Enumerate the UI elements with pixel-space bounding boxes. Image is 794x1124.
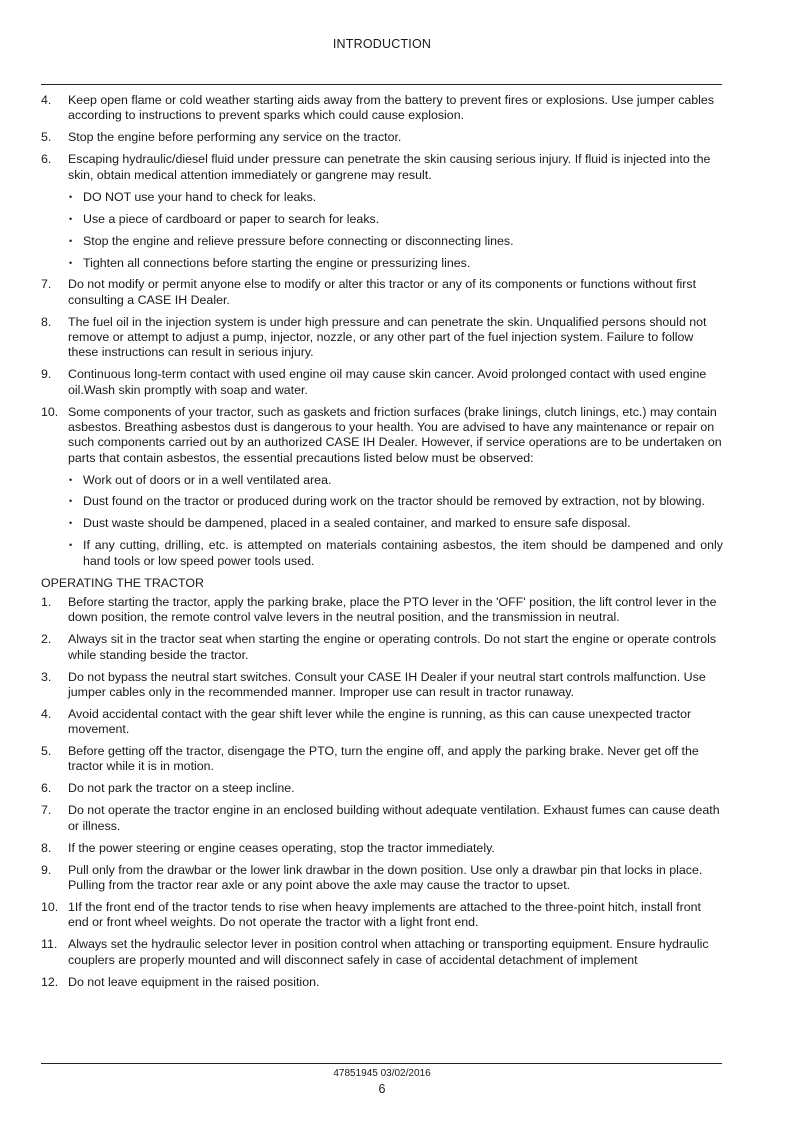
item-text: The fuel oil in the injection system is under high pressure and can penetrate the skin. Unqualified persons should not remove or attempt to adjust a pump, injector, nozzle, or any other part of the fuel injection system. Failure to follow these instructions can result in serious injury. bbox=[68, 314, 707, 360]
item-number: 12. bbox=[41, 974, 59, 989]
bullet-item bbox=[68, 256, 723, 271]
item-number: 5. bbox=[41, 744, 52, 759]
bullet-item bbox=[68, 473, 723, 488]
item-text: Always set the hydraulic selector lever in position control when attaching or transporting equipment. Ensure hydraulic couplers are properly mounted and will disconnect safely in case of accidental detachment of implement bbox=[68, 937, 709, 967]
item-text: Escaping hydraulic/diesel fluid under pressure can penetrate the skin causing serious injury. If fluid is injected into the skin, obtain medical attention immediately or gangrene may result. bbox=[68, 152, 711, 182]
item-text: 1If the front end of the tractor tends to rise when heavy implements are attached to the three-point hitch, install front end or front wheel weights. Do not operate the tractor with a light front end. bbox=[68, 899, 701, 930]
bullet-text: Use a piece of cardboard or paper to search for leaks. bbox=[83, 211, 380, 226]
item-number: 9. bbox=[41, 862, 52, 877]
list-item bbox=[41, 937, 723, 968]
section-heading: OPERATING THE TRACTOR bbox=[41, 575, 204, 590]
item-number: 2. bbox=[41, 632, 52, 647]
page-title: INTRODUCTION bbox=[332, 37, 432, 51]
list-item bbox=[41, 93, 723, 124]
bullet-icon: • bbox=[69, 540, 73, 551]
bullet-icon: • bbox=[69, 257, 73, 268]
item-number: 8. bbox=[41, 314, 52, 329]
footer-divider bbox=[41, 1063, 722, 1064]
bullet-icon: • bbox=[69, 474, 73, 485]
item-number: 11. bbox=[41, 937, 58, 952]
item-number: 4. bbox=[41, 93, 52, 107]
document-id: 47851945 03/02/2016 bbox=[333, 1068, 431, 1079]
bullet-text: Dust waste should be dampened, placed in a sealed container, and marked to ensure safe disposal. bbox=[83, 516, 631, 531]
list-item bbox=[41, 744, 723, 775]
list-item bbox=[41, 803, 723, 834]
item-text: Before getting off the tractor, disengage the PTO, turn the engine off, and apply the parking brake. Never get off the tractor while it is in motion. bbox=[68, 744, 699, 774]
list-item bbox=[41, 130, 723, 145]
list-item bbox=[41, 863, 723, 894]
item-text: Before starting the tractor, apply the parking brake, place the PTO lever in the 'OFF' position, the lift control lever in the down position, the remote control valve levers in the neutral position, and the transmission in neutral. bbox=[68, 595, 717, 625]
item-text: Keep open flame or cold weather starting aids away from the battery to prevent fires or explosions. Use jumper cables according to instructions to prevent sparks which could cause explosion. bbox=[68, 93, 715, 123]
header-divider bbox=[41, 84, 722, 85]
item-number: 7. bbox=[41, 277, 52, 292]
bullet-text: Dust found on the tractor or produced during work on the tractor should be removed by extraction, not by blowing. bbox=[83, 494, 705, 509]
item-text: Do not modify or permit anyone else to modify or alter this tractor or any of its components or functions without first consulting a CASE IH Dealer. bbox=[68, 277, 697, 307]
bullet-text: DO NOT use your hand to check for leaks. bbox=[83, 189, 317, 204]
list-item bbox=[41, 900, 723, 931]
item-text: Continuous long-term contact with used engine oil may cause skin cancer. Avoid prolonged contact with used engine oil.Wash skin promptly with soap and water. bbox=[68, 367, 707, 397]
list-item bbox=[41, 841, 723, 856]
bullet-item bbox=[68, 190, 723, 205]
item-text: Some components of your tractor, such as gaskets and friction surfaces (brake linings, clutch linings, etc.) may contain asbestos. Breathing asbestos dust is dangerous to your health. You are advised to have any maintenance or repair on such components carried out by an authorized CASE IH Dealer. However, if service operations are to be undertaken on parts that contain asbestos, the essential precautions listed below must be observed: bbox=[68, 404, 722, 465]
list-item bbox=[41, 975, 723, 990]
bullet-icon: • bbox=[69, 518, 73, 529]
list-item bbox=[41, 781, 723, 796]
bullet-text: If any cutting, drilling, etc. is attempted on materials containing asbestos, the item should be dampened and only hand tools or low speed power tools used. bbox=[83, 538, 723, 568]
list-item bbox=[41, 595, 723, 626]
item-text: Do not leave equipment in the raised position. bbox=[68, 974, 320, 989]
bullet-icon: • bbox=[69, 235, 73, 246]
item-number: 3. bbox=[41, 669, 52, 684]
item-number: 10. bbox=[41, 899, 59, 914]
item-number: 1. bbox=[41, 595, 52, 610]
item-number: 7. bbox=[41, 803, 52, 818]
item-text: Pull only from the drawbar or the lower link drawbar in the down position. Use only a drawbar pin that locks in place. Pulling from the tractor rear axle or any point above the axle may cause the tractor to upset. bbox=[68, 862, 703, 892]
bullet-item bbox=[68, 212, 723, 227]
list-item bbox=[41, 367, 723, 398]
list-item bbox=[41, 405, 723, 466]
item-number: 6. bbox=[41, 152, 52, 167]
list-item bbox=[41, 670, 723, 701]
bullet-item bbox=[68, 494, 723, 509]
item-number: 10. bbox=[41, 404, 59, 419]
item-text: Do not park the tractor on a steep incline. bbox=[68, 781, 295, 796]
bullet-text: Tighten all connections before starting the engine or pressurizing lines. bbox=[83, 255, 471, 270]
bullet-item bbox=[68, 538, 723, 569]
bullet-icon: • bbox=[69, 191, 73, 202]
document-body bbox=[41, 93, 723, 997]
item-number: 8. bbox=[41, 840, 52, 855]
list-item bbox=[41, 315, 723, 361]
item-text: Always sit in the tractor seat when starting the engine or operating controls. Do not start the engine or operate controls while standing beside the tractor. bbox=[68, 632, 717, 662]
item-number: 5. bbox=[41, 130, 52, 145]
bullet-item bbox=[68, 234, 723, 249]
item-number: 4. bbox=[41, 706, 52, 721]
item-text: Avoid accidental contact with the gear shift lever while the engine is running, as this can cause unexpected tractor movement. bbox=[68, 706, 692, 737]
item-number: 9. bbox=[41, 367, 52, 382]
item-text: If the power steering or engine ceases operating, stop the tractor immediately. bbox=[68, 840, 495, 855]
list-item bbox=[41, 632, 723, 663]
list-item bbox=[41, 152, 723, 183]
item-text: Do not bypass the neutral start switches. Consult your CASE IH Dealer if your neutral start controls malfunction. Use jumper cables only in the recommended manner. Improper use can result in tractor runaway. bbox=[68, 669, 706, 699]
page-number: 6 bbox=[378, 1082, 386, 1096]
item-number: 6. bbox=[41, 781, 52, 796]
bullet-icon: • bbox=[69, 213, 73, 224]
bullet-icon: • bbox=[69, 496, 73, 507]
item-text: Do not operate the tractor engine in an enclosed building without adequate ventilation. Exhaust fumes can cause death or illness. bbox=[68, 803, 720, 833]
bullet-item bbox=[68, 516, 723, 531]
bullet-text: Stop the engine and relieve pressure before connecting or disconnecting lines. bbox=[83, 233, 514, 248]
item-text: Stop the engine before performing any service on the tractor. bbox=[68, 130, 402, 145]
list-item bbox=[41, 707, 723, 738]
list-item bbox=[41, 277, 723, 308]
bullet-text: Work out of doors or in a well ventilated area. bbox=[83, 472, 332, 487]
